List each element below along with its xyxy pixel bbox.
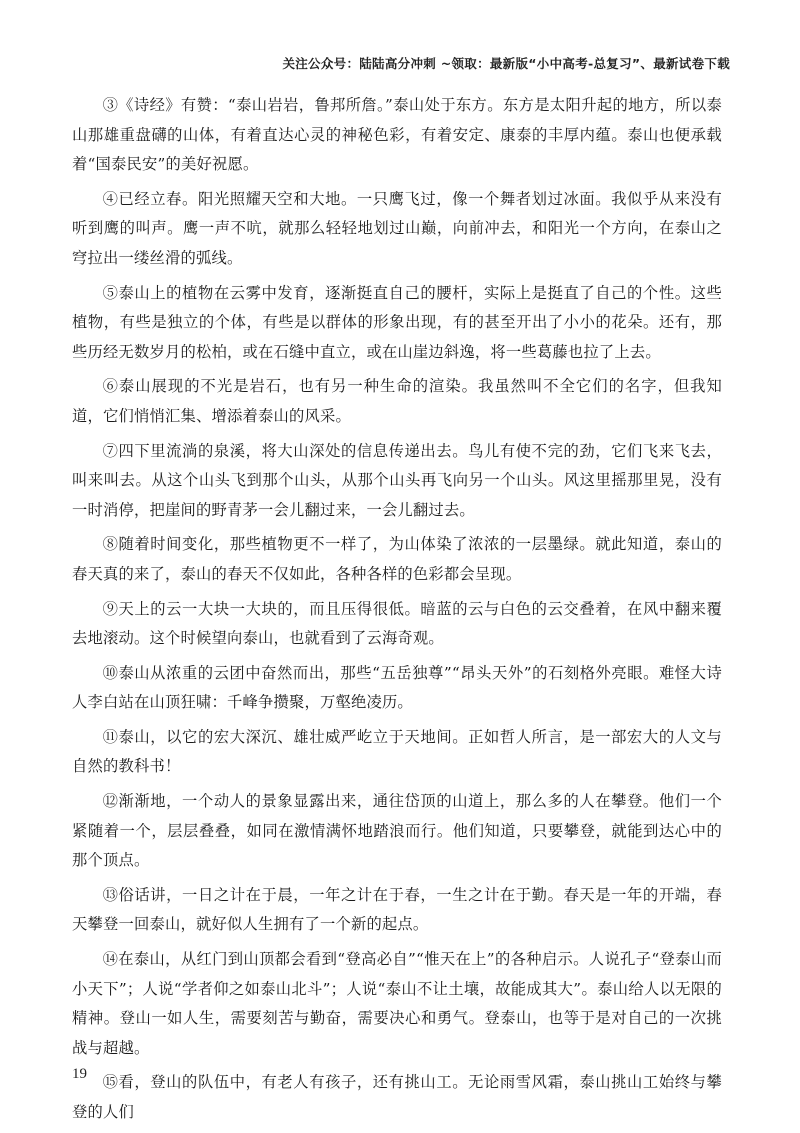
paragraph-14: ⑭在泰山，从红门到山顶都会看到“登高必自”“惟天在上”的各种启示。人说孔子“登泰山而小天下”；人说“学者仰之如泰山北斗”；人说“泰山不让土壤，故能成其大”。泰山给人以无限的精神。登山一如人生，需要刻苦与勤奋，需要决心和勇气。登泰山，也等于是对自己的一次挑战与超越。 — [72, 950, 722, 1057]
paragraph-9: ⑨天上的云一大块一大块的，而且压得很低。暗蓝的云与白色的云交叠着，在风中翻来覆去地滚动。这个时候望向泰山，也就看到了云海奇观。 — [72, 599, 722, 648]
page-number: 19 — [72, 1066, 87, 1082]
paragraph-3: ③《诗经》有赞：“泰山岩岩，鲁邦所詹。”泰山处于东方。东方是太阳升起的地方，所以泰山那雄重盘礴的山体，有着直达心灵的神秘色彩，有着安定、康泰的丰厚内蕴。泰山也便承载着“国泰民安”的美好祝愿。 — [72, 96, 722, 174]
paragraph-7: ⑦四下里流淌的泉溪，将大山深处的信息传递出去。鸟儿有使不完的劲，它们飞来飞去，叫来叫去。从这个山头飞到那个山头，从那个山头再飞向另一个山头。风这里摇那里晃，没有一时消停，把崖间的野青茅一会儿翻过来，一会儿翻过去。 — [72, 441, 722, 519]
paragraph-6: ⑥泰山展现的不光是岩石，也有另一种生命的渲染。我虽然叫不全它们的名字，但我知道，它们悄悄汇集、增添着泰山的风采。 — [72, 377, 722, 425]
paragraph-11: ⑪泰山，以它的宏大深沉、雄壮威严屹立于天地间。正如哲人所言，是一部宏大的人文与自然的教科书！ — [72, 727, 722, 776]
paragraph-12: ⑫渐渐地，一个动人的景象显露出来，通往岱顶的山道上，那么多的人在攀登。他们一个紧随着一个，层层叠叠，如同在激情满怀地踏浪而行。他们知道，只要攀登，就能到达心中的那个顶点。 — [72, 792, 722, 870]
article-body — [72, 91, 722, 1133]
paragraph-10: ⑩泰山从浓重的云团中奋然而出，那些“五岳独尊”“昂头天外”的石刻格外亮眼。难怪大诗人李白站在山顶狂啸：千峰争攒聚，万壑绝凌历。 — [72, 663, 722, 712]
paragraph-8: ⑧随着时间变化，那些植物更不一样了，为山体染了浓浓的一层墨绿。就此知道，泰山的春天真的来了，泰山的春天不仅如此，各种各样的色彩都会呈现。 — [72, 535, 722, 583]
paragraph-13: ⑬俗话讲，一日之计在于晨，一年之计在于春，一生之计在于勤。春天是一年的开端，春天攀登一回泰山，就好似人生拥有了一个新的起点。 — [72, 885, 722, 934]
paragraph-15: ⑮看，登山的队伍中，有老人有孩子，还有挑山工。无论雨雪风霜，泰山挑山工始终与攀登的人们 — [72, 1073, 722, 1121]
page-header: 关注公众号：陆陆高分冲刺 ~领取：最新版“小中高考-总复习”、最新试卷下载 — [282, 56, 730, 71]
paragraph-4: ④已经立春。阳光照耀天空和大地。一只鹰飞过，像一个舞者划过冰面。我似乎从来没有听到鹰的叫声。鹰一声不吭，就那么轻轻地划过山巅，向前冲去，和阳光一个方向，在泰山之穹拉出一缕丝滑的弧线。 — [72, 189, 722, 267]
paragraph-5: ⑤泰山上的植物在云雾中发育，逐渐挺直自己的腰杆，实际上是挺直了自己的个性。这些植物，有些是独立的个体，有些是以群体的形象出现，有的甚至开出了小小的花朵。还有，那些历经无数岁月的松柏，或在石缝中直立，或在山崖边斜逸，将一些葛藤也拉了上去。 — [72, 283, 722, 361]
